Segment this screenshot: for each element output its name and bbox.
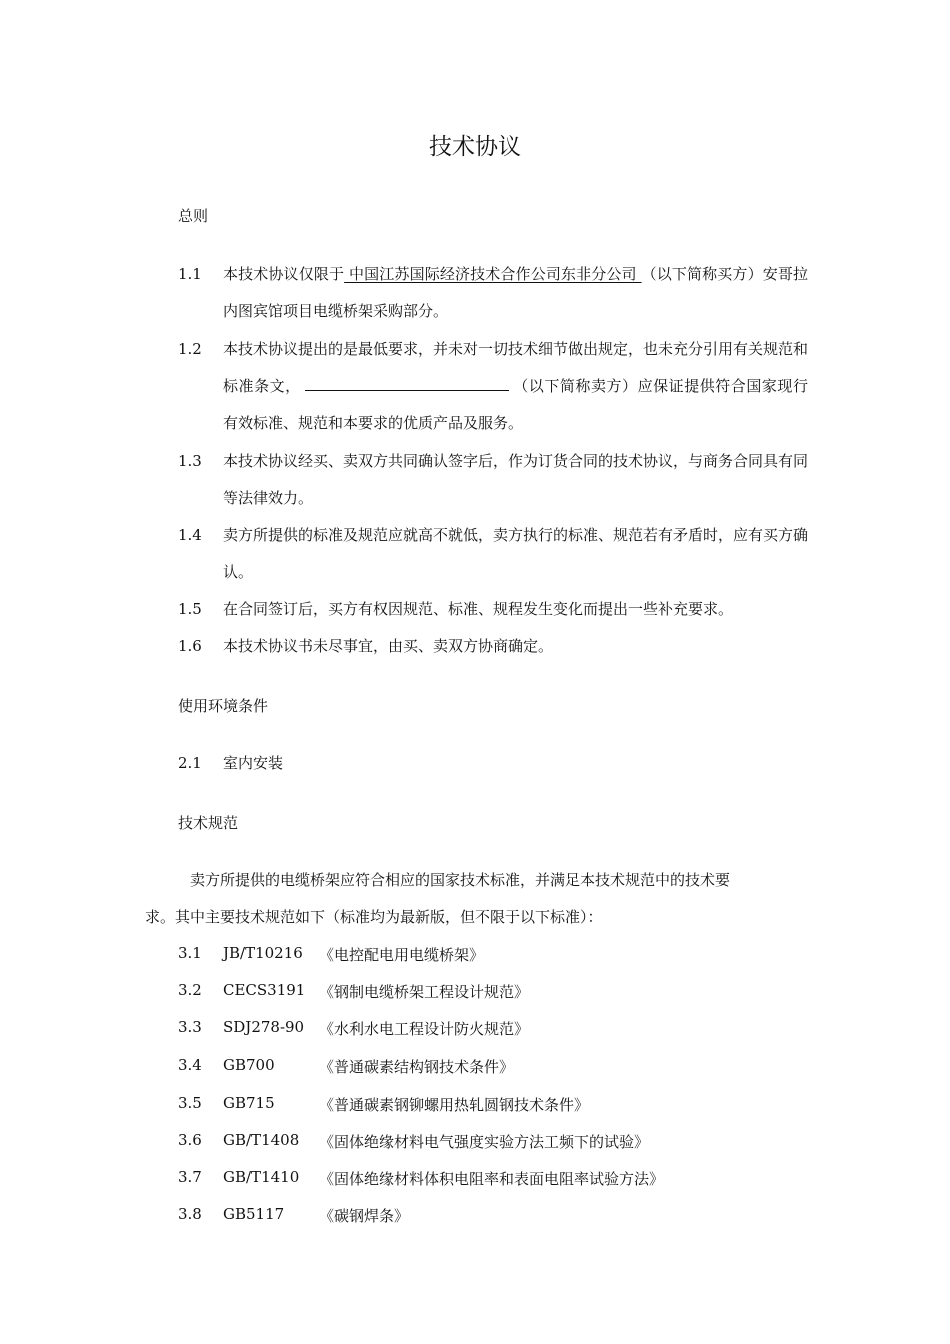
clause-number: 2.1 bbox=[178, 754, 202, 772]
standard-name: 《水利水电工程设计防火规范》 bbox=[319, 1020, 530, 1038]
section-heading-environment: 使用环境条件 bbox=[178, 697, 269, 715]
clause-1-5 bbox=[178, 591, 808, 628]
standard-code: SDJ278-90 bbox=[223, 1018, 305, 1036]
clause-number: 1.5 bbox=[178, 600, 202, 618]
standard-name: 《碳钢焊条》 bbox=[319, 1207, 410, 1225]
clause-2-1 bbox=[178, 745, 808, 782]
standard-code: GB/T1408 bbox=[223, 1131, 300, 1149]
clause-1-2 bbox=[178, 331, 808, 442]
standard-name: 《固体绝缘材料体积电阻率和表面电阻率试验方法》 bbox=[319, 1170, 665, 1188]
clause-number: 1.4 bbox=[178, 526, 202, 544]
standard-code: JB/T10216 bbox=[223, 944, 303, 962]
clause-text: 本技术协议书未尽事宜，由买、卖双方协商确定。 bbox=[223, 637, 554, 655]
clause-1-4 bbox=[178, 517, 808, 591]
buyer-name: 中国江苏国际经济技术合作公司东非分公司 bbox=[344, 265, 642, 283]
standard-code: GB/T1410 bbox=[223, 1168, 300, 1186]
standard-code: GB5117 bbox=[223, 1205, 285, 1223]
clause-1-1 bbox=[178, 256, 808, 330]
page-title: 技术协议 bbox=[429, 134, 521, 160]
standard-name: 《普通碳素结构钢技术条件》 bbox=[319, 1058, 515, 1076]
standard-code: GB715 bbox=[223, 1094, 275, 1112]
intro-line-2: 求。其中主要技术规范如下（标准均为最新版，但不限于以下标准）： bbox=[145, 908, 603, 926]
section-heading-tech-spec: 技术规范 bbox=[178, 814, 239, 832]
clause-number: 1.3 bbox=[178, 452, 202, 470]
clause-text bbox=[223, 256, 808, 330]
standard-name: 《电控配电用电缆桥架》 bbox=[319, 946, 485, 964]
clause-text-pre: 本技术协议提出的是最低要求，并未对一切技术细节做出规定，也未充分引用有关规范和标准条文， bbox=[223, 340, 809, 395]
standard-number: 3.5 bbox=[178, 1094, 202, 1112]
clause-text-pre: 本技术协议仅限于 bbox=[223, 265, 345, 283]
clause-text bbox=[223, 331, 808, 442]
standard-number: 3.4 bbox=[178, 1056, 202, 1074]
standard-number: 3.6 bbox=[178, 1131, 202, 1149]
clause-text: 本技术协议经买、卖双方共同确认签字后，作为订货合同的技术协议，与商务合同具有同等法律效力。 bbox=[223, 452, 809, 507]
clause-text-post: （以下简称买方）安哥拉内图宾馆项目电缆桥架采购部分。 bbox=[223, 265, 808, 320]
clause-text: 室内安装 bbox=[223, 754, 284, 772]
clause-text-post: （以下简称卖方）应保证提供符合国家现行有效标准、规范和本要求的优质产品及服务。 bbox=[223, 377, 808, 432]
clause-1-3 bbox=[178, 443, 808, 517]
clause-number: 1.2 bbox=[178, 340, 202, 358]
clause-1-6 bbox=[178, 628, 808, 665]
clause-number: 1.1 bbox=[178, 265, 202, 283]
standard-number: 3.1 bbox=[178, 944, 202, 962]
clause-number: 1.6 bbox=[178, 637, 202, 655]
intro-line-1: 卖方所提供的电缆桥架应符合相应的国家技术标准，并满足本技术规范中的技术要 bbox=[190, 871, 731, 889]
standard-number: 3.3 bbox=[178, 1018, 202, 1036]
standard-name: 《固体绝缘材料电气强度实验方法工频下的试验》 bbox=[319, 1133, 650, 1151]
standard-number: 3.2 bbox=[178, 981, 202, 999]
standard-name: 《普通碳素钢铆螺用热轧圆钢技术条件》 bbox=[319, 1096, 590, 1114]
clause-text: 在合同签订后，买方有权因规范、标准、规程发生变化而提出一些补充要求。 bbox=[223, 600, 734, 618]
tech-spec-intro bbox=[145, 862, 808, 936]
standard-code: CECS3191 bbox=[223, 981, 306, 999]
clause-text: 卖方所提供的标准及规范应就高不就低，卖方执行的标准、规范若有矛盾时，应有买方确认。 bbox=[223, 526, 809, 581]
seller-name-blank[interactable] bbox=[305, 374, 509, 391]
standard-name: 《钢制电缆桥架工程设计规范》 bbox=[319, 983, 530, 1001]
standard-number: 3.7 bbox=[178, 1168, 202, 1186]
standard-number: 3.8 bbox=[178, 1205, 202, 1223]
section-heading-general: 总则 bbox=[178, 207, 209, 225]
standard-code: GB700 bbox=[223, 1056, 275, 1074]
